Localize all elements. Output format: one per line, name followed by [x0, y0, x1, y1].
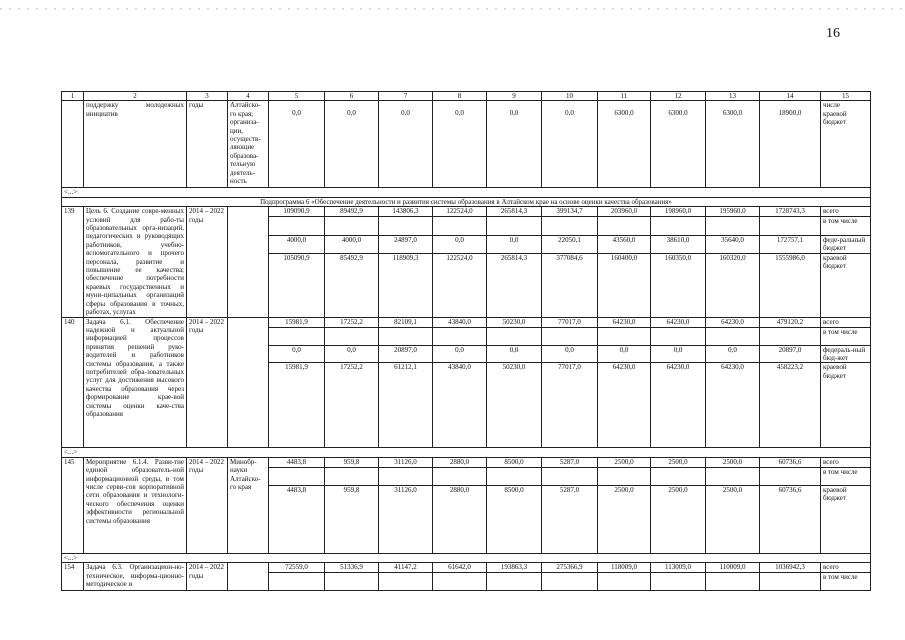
value-cell: 82109,1 — [379, 317, 433, 327]
value-cell — [269, 327, 325, 345]
row-years: 2014 – 2022 годы — [187, 563, 228, 591]
value-cell: 0,0 — [325, 345, 379, 363]
value-cell — [598, 467, 651, 485]
column-number: 1 — [62, 92, 84, 101]
table-row — [62, 207, 871, 217]
row-executor: Минобр-науки Алтайско-го края — [228, 457, 269, 553]
ellipsis-row — [62, 553, 871, 562]
value-cell: 203960,0 — [598, 207, 651, 217]
ellipsis-text: <...> — [62, 188, 871, 197]
value-cell — [325, 217, 379, 235]
value-cell: 193863,3 — [487, 563, 542, 573]
funding-source: краевой бюджет — [821, 485, 871, 553]
value-cell — [325, 573, 379, 591]
value-cell — [269, 467, 325, 485]
value-cell: 959,8 — [325, 457, 379, 467]
value-cell — [433, 217, 487, 235]
value-cell — [542, 101, 598, 188]
value-text: 6300,0 — [614, 109, 634, 118]
value-cell — [379, 327, 433, 345]
row-years: 2014 – 2022 годы — [187, 457, 228, 553]
table-row — [62, 457, 871, 467]
value-cell — [269, 217, 325, 235]
value-cell: 160350,0 — [651, 253, 706, 317]
value-cell: 77017,0 — [542, 363, 598, 448]
value-cell: 160320,0 — [706, 253, 760, 317]
value-cell: 198960,0 — [651, 207, 706, 217]
value-cell — [651, 101, 706, 188]
value-cell: 20897,0 — [760, 345, 821, 363]
value-cell: 64230,0 — [651, 317, 706, 327]
funding-source — [821, 101, 871, 188]
scan-artifact-line — [0, 8, 905, 10]
value-cell: 4483,8 — [269, 485, 325, 553]
value-cell: 2500,0 — [598, 485, 651, 553]
value-cell: 0,0 — [487, 345, 542, 363]
value-cell: 143806,3 — [379, 207, 433, 217]
subprogram-row — [62, 197, 871, 206]
value-cell: 38610,0 — [651, 235, 706, 253]
value-cell: 51336,9 — [325, 563, 379, 573]
value-cell: 50230,0 — [487, 363, 542, 448]
column-number: 12 — [651, 92, 706, 101]
value-cell: 0,0 — [598, 345, 651, 363]
value-cell: 377084,6 — [542, 253, 598, 317]
value-cell — [269, 573, 325, 591]
value-cell — [379, 573, 433, 591]
ellipsis-row — [62, 448, 871, 457]
row-number: 154 — [62, 563, 84, 591]
value-cell: 31126,0 — [379, 485, 433, 553]
value-cell — [598, 217, 651, 235]
value-cell: 4000,0 — [269, 235, 325, 253]
row-executor — [228, 317, 269, 448]
row-executor — [228, 563, 269, 591]
value-cell: 109090,9 — [269, 207, 325, 217]
funding-source: всего — [821, 563, 871, 573]
funding-source: всего — [821, 317, 871, 327]
value-cell — [651, 217, 706, 235]
value-text: 0,0 — [401, 109, 410, 118]
value-cell — [433, 573, 487, 591]
page-number: 16 — [826, 26, 840, 41]
value-text: 0,0 — [509, 109, 519, 118]
funding-source: феде-ральный бюджет — [821, 235, 871, 253]
value-cell: 275366,9 — [542, 563, 598, 573]
value-cell — [487, 573, 542, 591]
value-cell — [487, 467, 542, 485]
row-name: Задача 6.1. Обеспечение надежной и актуальной информацией процессов принятия решений руко-водителей и работников системы образования, а также потребителей обра-зовательных услуг для достижения высокого качества образования через формирование крае-вой системы оценки каче-ства образования — [84, 317, 187, 448]
value-cell: 0,0 — [269, 345, 325, 363]
column-number-row — [62, 92, 871, 101]
value-cell — [433, 101, 487, 188]
value-cell: 5287,0 — [542, 485, 598, 553]
funding-source: в том числе — [821, 327, 871, 345]
value-cell: 0,0 — [651, 345, 706, 363]
row-number: 145 — [62, 457, 84, 553]
column-number: 2 — [84, 92, 187, 101]
blank-line — [600, 101, 648, 109]
value-cell — [433, 467, 487, 485]
value-cell — [379, 217, 433, 235]
value-cell: 118909,3 — [379, 253, 433, 317]
row-number: 139 — [62, 207, 84, 317]
value-text: 0,0 — [292, 109, 301, 118]
value-cell: 8500,0 — [487, 457, 542, 467]
column-number: 6 — [325, 92, 379, 101]
value-cell — [325, 327, 379, 345]
value-cell — [598, 573, 651, 591]
value-cell: 113009,0 — [651, 563, 706, 573]
value-cell: 4000,0 — [325, 235, 379, 253]
value-cell: 64230,0 — [651, 363, 706, 448]
value-cell — [760, 217, 821, 235]
funding-source: федераль-ный бюд-жет — [821, 345, 871, 363]
row-years: 2014 – 2022 годы — [187, 317, 228, 448]
value-cell — [651, 327, 706, 345]
value-text: 0,0 — [565, 109, 574, 118]
value-text: 6300,0 — [668, 109, 688, 118]
value-cell: 24897,0 — [379, 235, 433, 253]
value-cell — [760, 573, 821, 591]
row-name: поддержку молодежных инициатив — [84, 101, 187, 188]
value-cell: 479120,2 — [760, 317, 821, 327]
value-cell — [325, 467, 379, 485]
value-cell: 61642,0 — [433, 563, 487, 573]
value-cell: 1728743,3 — [760, 207, 821, 217]
value-cell — [760, 101, 821, 188]
value-cell: 160400,0 — [598, 253, 651, 317]
row-executor — [228, 207, 269, 317]
value-cell: 4483,8 — [269, 457, 325, 467]
blank-line — [435, 101, 484, 109]
row-name: Мероприятие 6.1.4. Разви-тие единой образователь-ной информационной среды, в том числе серви-сов корпоративной сети образования и технологи-ческого обеспечения оценки эффективности региональной системы образования — [84, 457, 187, 553]
row-years: годы — [187, 101, 228, 188]
value-cell: 17252,2 — [325, 363, 379, 448]
column-number: 5 — [269, 92, 325, 101]
value-cell — [706, 467, 760, 485]
value-cell: 105090,9 — [269, 253, 325, 317]
value-cell: 64230,0 — [598, 363, 651, 448]
value-cell: 265814,3 — [487, 253, 542, 317]
value-cell: 2500,0 — [706, 485, 760, 553]
funding-source: в том числе — [821, 217, 871, 235]
value-text: 6300,0 — [722, 109, 743, 118]
value-cell — [379, 467, 433, 485]
value-cell: 110009,0 — [706, 563, 760, 573]
value-cell: 77017,0 — [542, 317, 598, 327]
ellipsis-row — [62, 188, 871, 197]
value-cell: 0,0 — [487, 235, 542, 253]
blank-line — [271, 101, 322, 109]
value-cell — [542, 217, 598, 235]
value-cell: 64230,0 — [706, 363, 760, 448]
funding-source: всего — [821, 207, 871, 217]
blank-line — [327, 101, 376, 109]
value-cell — [706, 101, 760, 188]
value-cell — [706, 217, 760, 235]
value-cell: 122524,0 — [433, 207, 487, 217]
value-cell — [760, 467, 821, 485]
value-cell: 0,0 — [433, 235, 487, 253]
value-cell: 31126,0 — [379, 457, 433, 467]
blank-line — [708, 101, 757, 109]
column-number: 4 — [228, 92, 269, 101]
value-cell — [487, 327, 542, 345]
value-cell: 15981,9 — [269, 363, 325, 448]
column-number: 13 — [706, 92, 760, 101]
funding-source: краевой бюджет — [821, 253, 871, 317]
value-cell — [379, 101, 433, 188]
value-cell — [706, 573, 760, 591]
value-cell: 2880,0 — [433, 485, 487, 553]
value-cell — [598, 101, 651, 188]
row-number — [62, 101, 84, 188]
funding-source: в том числе — [821, 467, 871, 485]
column-number: 11 — [598, 92, 651, 101]
funding-source: всего — [821, 457, 871, 467]
table-row — [62, 101, 871, 188]
value-cell: 61212,1 — [379, 363, 433, 448]
value-cell: 2500,0 — [651, 457, 706, 467]
value-cell: 60736,6 — [760, 457, 821, 467]
value-cell — [542, 327, 598, 345]
value-cell: 17252,2 — [325, 317, 379, 327]
value-cell — [433, 327, 487, 345]
value-cell: 2500,0 — [598, 457, 651, 467]
column-number: 9 — [487, 92, 542, 101]
value-cell — [542, 467, 598, 485]
value-cell — [487, 217, 542, 235]
budget-table — [61, 91, 871, 591]
kind-text: числе — [823, 101, 840, 110]
row-name: Цель 6. Создание совре-менных условий для рабо-ты образовательных орга-низаций, педагогических и руководящих работников, учебно-вспомогательного и прочего персонала, развитие и повышение ее качества; обеспечение потребности краевых государственных и муни-ципальных организаций сферы образования в точных, работах, услугах — [84, 207, 187, 317]
blank-line — [489, 101, 539, 109]
value-cell — [651, 573, 706, 591]
value-cell — [651, 467, 706, 485]
blank-line — [381, 101, 430, 109]
table-row — [62, 563, 871, 573]
value-cell: 20897,0 — [379, 345, 433, 363]
ellipsis-text: <...> — [62, 448, 871, 457]
blank-line — [544, 101, 595, 109]
value-cell: 122524,0 — [433, 253, 487, 317]
value-text: 0,0 — [347, 109, 356, 118]
value-cell: 43560,0 — [598, 235, 651, 253]
column-number: 7 — [379, 92, 433, 101]
column-number: 8 — [433, 92, 487, 101]
value-cell: 118009,0 — [598, 563, 651, 573]
value-cell — [760, 327, 821, 345]
value-cell: 89492,9 — [325, 207, 379, 217]
value-cell: 43840,0 — [433, 317, 487, 327]
value-cell: 8500,0 — [487, 485, 542, 553]
value-cell: 0,0 — [433, 345, 487, 363]
value-cell: 64230,0 — [598, 317, 651, 327]
column-number: 10 — [542, 92, 598, 101]
value-cell — [542, 573, 598, 591]
value-cell — [706, 327, 760, 345]
row-years: 2014 – 2022 годы — [187, 207, 228, 317]
value-cell: 265814,3 — [487, 207, 542, 217]
value-cell: 399134,7 — [542, 207, 598, 217]
value-cell: 172757,1 — [760, 235, 821, 253]
row-name: Задача 6.3. Организацион-но-техническое, информа-ционно-методическое и — [84, 563, 187, 591]
value-cell: 85492,9 — [325, 253, 379, 317]
value-cell: 0,0 — [706, 345, 760, 363]
funding-source: в том числе — [821, 573, 871, 591]
value-cell: 1036942,3 — [760, 563, 821, 573]
value-cell: 22050,1 — [542, 235, 598, 253]
value-cell: 195960,0 — [706, 207, 760, 217]
blank-line — [762, 101, 818, 109]
value-cell: 2500,0 — [706, 457, 760, 467]
row-executor: Алтайско-го края; организа-ции, осуществ-ляющие образова-тельную деятель-ность — [228, 101, 269, 188]
value-cell — [269, 101, 325, 188]
subprogram-title: Подпрограмма 6 «Обеспечение деятельности и развития системы образования в Алтайском крае на основе оценки качества образования» — [62, 197, 871, 206]
value-cell: 2880,0 — [433, 457, 487, 467]
value-cell: 60736,6 — [760, 485, 821, 553]
blank-line — [653, 101, 703, 109]
ellipsis-text: <...> — [62, 553, 871, 562]
value-cell — [487, 101, 542, 188]
value-cell: 35640,0 — [706, 235, 760, 253]
value-cell: 15981,9 — [269, 317, 325, 327]
value-cell — [325, 101, 379, 188]
table-row — [62, 317, 871, 327]
funding-source: краевой бюджет — [821, 363, 871, 448]
column-number: 3 — [187, 92, 228, 101]
value-cell: 458223,2 — [760, 363, 821, 448]
value-cell: 50230,0 — [487, 317, 542, 327]
value-text: 18900,0 — [778, 109, 802, 118]
column-number: 14 — [760, 92, 821, 101]
value-cell: 0,0 — [542, 345, 598, 363]
value-cell: 2500,0 — [651, 485, 706, 553]
row-number: 140 — [62, 317, 84, 448]
value-cell: 72559,0 — [269, 563, 325, 573]
value-cell: 959,8 — [325, 485, 379, 553]
value-text: 0,0 — [455, 109, 464, 118]
value-cell: 64230,0 — [706, 317, 760, 327]
value-cell — [598, 327, 651, 345]
value-cell: 41147,2 — [379, 563, 433, 573]
value-cell: 1555986,0 — [760, 253, 821, 317]
value-cell: 5287,0 — [542, 457, 598, 467]
column-number: 15 — [821, 92, 871, 101]
source-text: краевой бюджет — [823, 109, 847, 127]
value-cell: 43840,0 — [433, 363, 487, 448]
